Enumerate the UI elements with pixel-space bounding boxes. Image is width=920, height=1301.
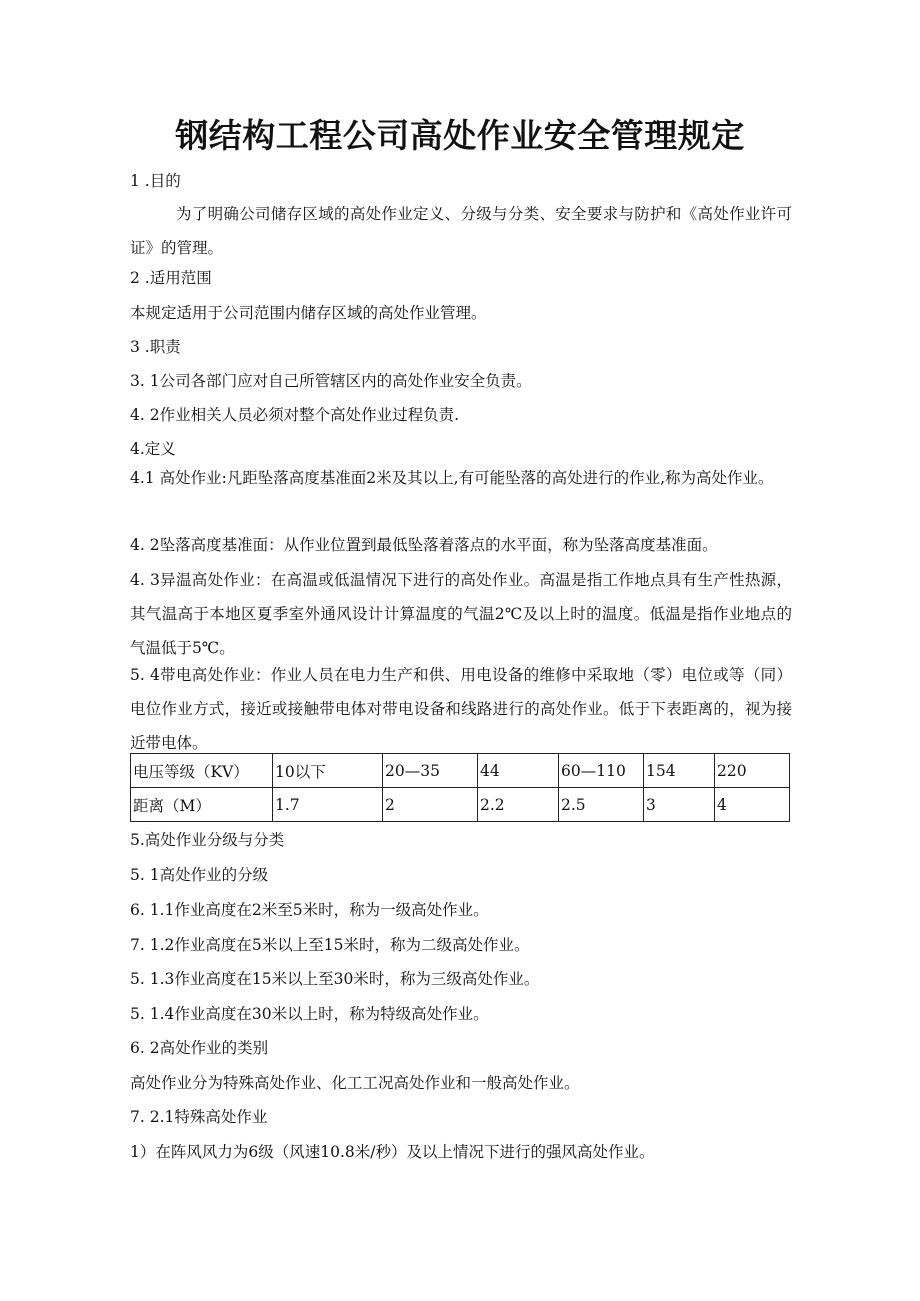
- section-3-heading: 3 .职责: [130, 338, 181, 356]
- definition-4-4: 5. 4带电高处作业：作业人员在电力生产和供、用电设备的维修中采取地（零）电位或等（同）电位作业方式，接近或接触带电体对带电设备和线路进行的高处作业。低于下表距离的，视为接近带电体。: [130, 666, 792, 752]
- section-5-line: 5. 1.4作业高度在30米以上时，称为特级高处作业。: [130, 1005, 489, 1023]
- table-cell: 距离（M）: [131, 788, 273, 822]
- section-5-line: 6. 1.1作业高度在2米至5米时，称为一级高处作业。: [130, 901, 489, 919]
- section-5-line: 7. 2.1特殊高处作业: [130, 1108, 268, 1126]
- table-cell: 60—110: [559, 754, 644, 788]
- section-5-line: 高处作业分为特殊高处作业、化工工况高处作业和一般高处作业。: [130, 1074, 580, 1092]
- section-2-heading: 2 .适用范围: [130, 269, 212, 287]
- definition-4-2: 4. 2坠落高度基准面：从作业位置到最低坠落着落点的水平面，称为坠落高度基准面。: [130, 536, 718, 554]
- document-title: 钢结构工程公司高处作业安全管理规定: [175, 116, 745, 155]
- section-5-line: 1）在阵风风力为6级（风速10.8米/秒）及以上情况下进行的强风高处作业。: [130, 1143, 655, 1161]
- definition-4-1: 4.1 高处作业:凡距坠落高度基准面2米及其以上,有可能坠落的高处进行的作业,称为高处作业。: [130, 469, 774, 487]
- section-5-line: 5. 1.3作业高度在15米以上至30米时，称为三级高处作业。: [130, 970, 540, 988]
- table-cell: 2.5: [559, 788, 644, 822]
- table-cell: 220: [715, 754, 790, 788]
- section-1-body: 为了明确公司储存区域的高处作业定义、分级与分类、安全要求与防护和《高处作业许可证》的管理。: [130, 205, 792, 257]
- section-3-item: 4. 2作业相关人员必须对整个高处作业过程负责.: [130, 406, 460, 424]
- definition-4-3: 4. 3异温高处作业：在高温或低温情况下进行的高处作业。高温是指工作地点具有生产性热源，其气温高于本地区夏季室外通风设计计算温度的气温2℃及以上时的温度。低温是指作业地点的气温低于5℃。: [130, 571, 792, 657]
- section-2-body: 本规定适用于公司范围内储存区域的高处作业管理。: [130, 304, 487, 322]
- table-cell: 44: [478, 754, 559, 788]
- table-cell: 154: [644, 754, 715, 788]
- table-cell: 3: [644, 788, 715, 822]
- table-cell: 1.7: [273, 788, 383, 822]
- table-cell: 20—35: [383, 754, 478, 788]
- table-row: [131, 788, 790, 822]
- section-5-heading: 5.高处作业分级与分类: [130, 831, 285, 849]
- table-cell: 4: [715, 788, 790, 822]
- section-5-line: 7. 1.2作业高度在5米以上至15米时，称为二级高处作业。: [130, 936, 530, 954]
- table-cell: 10以下: [273, 754, 383, 788]
- voltage-distance-table: [130, 753, 790, 822]
- section-4-heading: 4.定义: [130, 440, 176, 458]
- table-cell: 电压等级（KV）: [131, 754, 273, 788]
- section-1-heading: 1 .目的: [130, 172, 181, 190]
- section-5-line: 6. 2高处作业的类别: [130, 1039, 269, 1057]
- table-cell: 2: [383, 788, 478, 822]
- section-3-item: 3. 1公司各部门应对自己所管辖区内的高处作业安全负责。: [130, 372, 532, 390]
- table-row: [131, 754, 790, 788]
- table-cell: 2.2: [478, 788, 559, 822]
- section-5-line: 5. 1高处作业的分级: [130, 866, 269, 884]
